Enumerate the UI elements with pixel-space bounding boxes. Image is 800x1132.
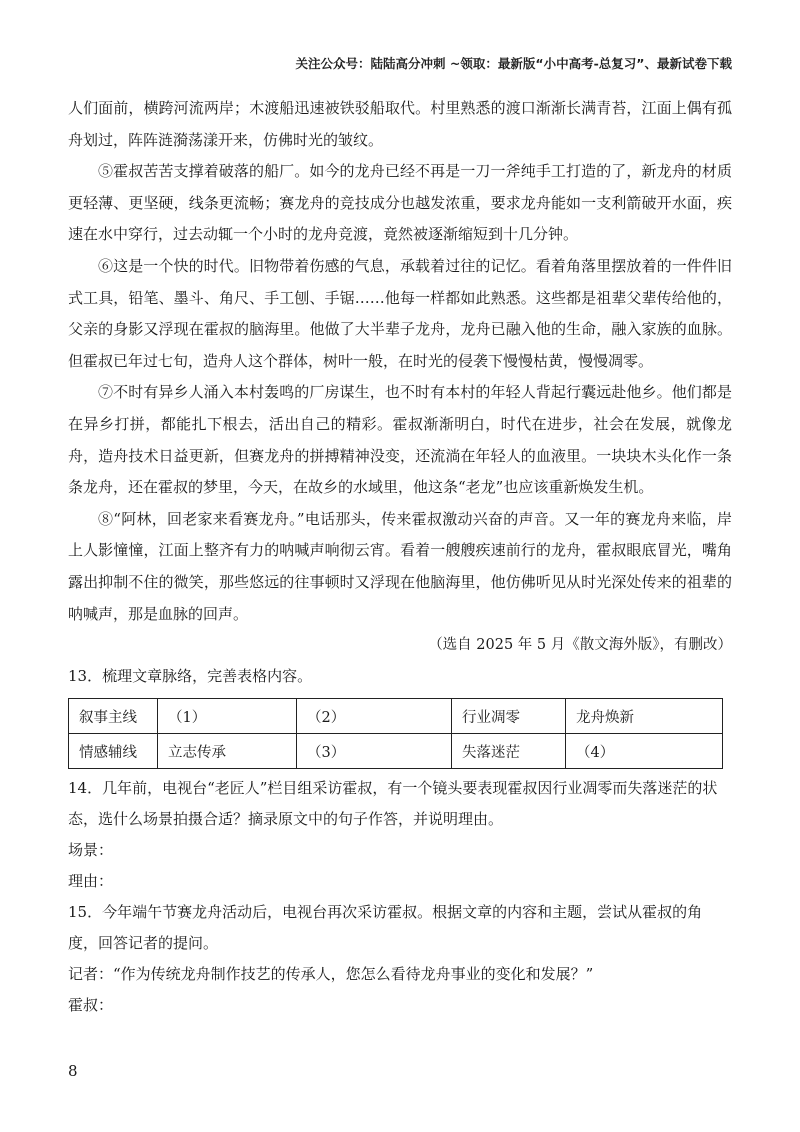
- table-cell: 情感辅线: [69, 734, 158, 769]
- table-cell: （3）: [297, 734, 452, 769]
- table-cell: 行业凋零: [452, 699, 566, 734]
- table-cell: （4）: [566, 734, 723, 769]
- table-cell: 失落迷茫: [452, 734, 566, 769]
- table-cell: （1）: [158, 699, 297, 734]
- page-header: 关注公众号：陆陆高分冲刺 ~领取：最新版“小中高考-总复习”、最新试卷下载: [295, 56, 732, 71]
- paragraph-7: ⑦不时有异乡人涌入本村轰鸣的厂房谋生，也不时有本村的年轻人背起行囊远赴他乡。他们都是在异乡打拼，都能扎下根去，活出自己的精彩。霍叔渐渐明白，时代在进步，社会在发展，就像龙舟，造舟技术日益更新，但赛龙舟的拼搏精神没变，还流淌在年轻人的血液里。一块块木头化作一条条龙舟，还在霍叔的梦里，今天，在故乡的水域里，他这条“老龙”也应该重新焕发生机。: [68, 383, 732, 497]
- paragraph-6: ⑥这是一个快的时代。旧物带着伤感的气息，承载着过往的记忆。看着角落里摆放着的一件件旧式工具，铅笔、墨斗、角尺、手工刨、手锯……他每一样都如此熟悉。这些都是祖辈父辈传给他的，父亲的身影又浮现在霍叔的脑海里。他做了大半辈子龙舟，龙舟已融入他的生命，融入家族的血脉。但霍叔已年过七旬，造舟人这个群体，树叶一般，在时光的侵袭下慢慢枯黄，慢慢凋零。: [68, 256, 732, 370]
- outline-table: [68, 698, 723, 769]
- table-cell: 立志传承: [158, 734, 297, 769]
- reason-answer-label: 理由：: [68, 872, 114, 891]
- paragraph-continued: 人们面前，横跨河流两岸；木渡船迅速被铁驳船取代。村里熟悉的渡口渐渐长满青苔，江面上偶有孤舟划过，阵阵涟漪荡漾开来，仿佛时光的皱纹。: [68, 99, 732, 149]
- table-row: [69, 734, 723, 769]
- table-cell: 叙事主线: [69, 699, 158, 734]
- page-number: 8: [68, 1062, 78, 1080]
- table-cell: （2）: [297, 699, 452, 734]
- paragraph-8: ⑧“阿林，回老家来看赛龙舟。”电话那头，传来霍叔激动兴奋的声音。又一年的赛龙舟来临，岸上人影憧憧，江面上整齐有力的呐喊声响彻云宵。看着一艘艘疾速前行的龙舟，霍叔眼底冒光，嘴角露出抑制不住的微笑，那些悠远的往事顿时又浮现在他脑海里，他仿佛听见从时光深处传来的祖辈的呐喊声，那是血脉的回声。: [68, 509, 732, 623]
- table-cell: 龙舟焕新: [566, 699, 723, 734]
- paragraph-5: ⑤霍叔苦苦支撑着破落的船厂。如今的龙舟已经不再是一刀一斧纯手工打造的了，新龙舟的材质更轻薄、更坚硬，线条更流畅；赛龙舟的竞技成分也越发浓重，要求龙舟能如一支利箭破开水面，疾速在水中穿行，过去动辄一个小时的龙舟竞渡，竟然被逐渐缩短到十几分钟。: [68, 162, 732, 244]
- question-15-stem: 15．今年端午节赛龙舟活动后，电视台再次采访霍叔。根据文章的内容和主题，尝试从霍叔的角度，回答记者的提问。: [68, 903, 703, 953]
- question-13-stem: 13．梳理文章脉络，完善表格内容。: [68, 667, 313, 686]
- source-citation: （选自 2025 年 5 月《散文海外版》，有删改）: [428, 637, 732, 654]
- scene-answer-label: 场景：: [68, 841, 114, 860]
- reporter-question: 记者：“作为传统龙舟制作技艺的传承人，您怎么看待龙舟事业的变化和发展？”: [68, 965, 594, 984]
- answer-label: 霍叔：: [68, 996, 114, 1015]
- question-14-stem: 14．几年前，电视台“老匠人”栏目组采访霍叔，有一个镜头要表现霍叔因行业凋零而失落迷茫的状态，选什么场景拍摄合适？摘录原文中的句子作答，并说明理由。: [68, 779, 718, 829]
- table-row: [69, 699, 723, 734]
- page-content: [68, 93, 732, 1021]
